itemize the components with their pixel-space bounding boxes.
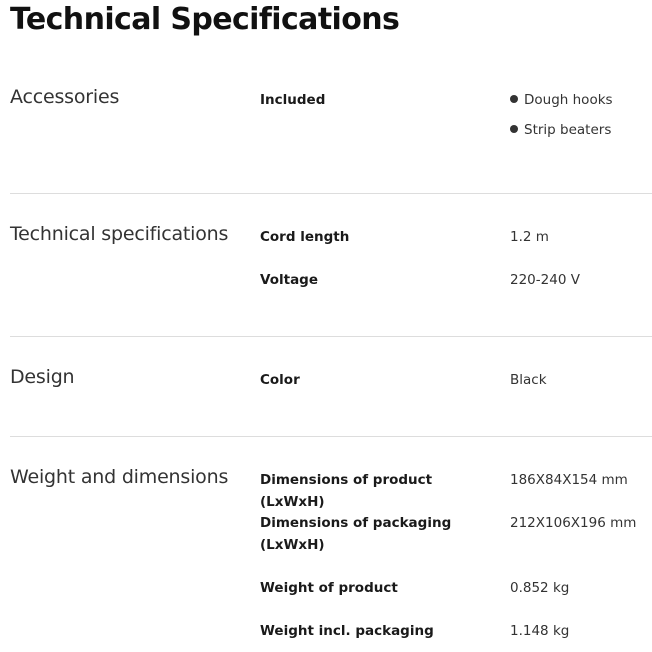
bullet-text: Dough hooks	[524, 92, 613, 108]
spec-value-product-weight: 0.852 kg	[510, 580, 570, 596]
spec-label-color: Color	[260, 372, 300, 388]
spec-value-product-dimensions: 186X84X154 mm	[510, 472, 628, 488]
spec-value-voltage: 220-240 V	[510, 272, 580, 288]
section-divider	[10, 193, 652, 194]
spec-label-product-dimensions: Dimensions of product (LxWxH)	[260, 472, 433, 510]
section-divider	[10, 336, 652, 337]
bullet-icon	[510, 125, 518, 133]
spec-label-included: Included	[260, 92, 326, 108]
spec-label-packaged-weight: Weight incl. packaging	[260, 623, 434, 639]
bullet-item	[510, 119, 611, 141]
bullet-text: Strip beaters	[524, 122, 612, 138]
spec-label-packaging-dimensions: Dimensions of packaging (LxWxH)	[260, 515, 452, 553]
spec-value-cord-length: 1.2 m	[510, 229, 549, 245]
bullet-icon	[510, 95, 518, 103]
section-title: Design	[10, 366, 75, 388]
section-title: Weight and dimensions	[10, 466, 229, 488]
section-title: Technical specifications	[10, 223, 229, 245]
section-divider	[10, 436, 652, 437]
spec-value-packaged-weight: 1.148 kg	[510, 623, 570, 639]
section-title: Accessories	[10, 86, 120, 108]
spec-label-cord-length: Cord length	[260, 229, 350, 245]
page-title: Technical Specifications	[10, 2, 400, 37]
spec-label-product-weight: Weight of product	[260, 580, 398, 596]
bullet-item	[510, 89, 613, 111]
spec-value-color: Black	[510, 372, 547, 388]
spec-value-packaging-dimensions: 212X106X196 mm	[510, 515, 637, 531]
spec-label-voltage: Voltage	[260, 272, 318, 288]
